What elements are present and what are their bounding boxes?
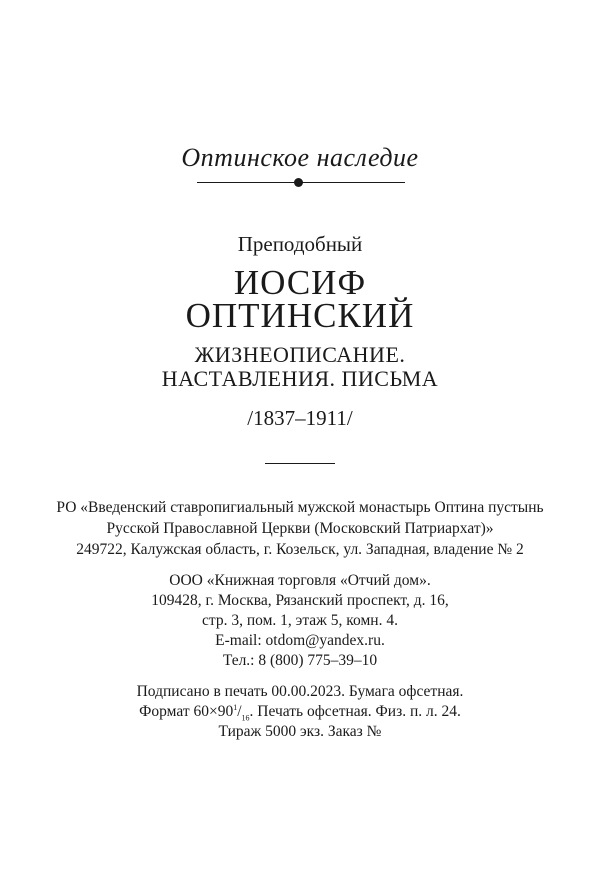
distributor-line: ООО «Книжная торговля «Отчий дом». — [169, 572, 431, 589]
imprint-line2 — [0, 703, 600, 722]
distributor-line: 109428, г. Москва, Рязанский проспект, д. 16, — [151, 592, 449, 609]
imprint-line3: Тираж 5000 экз. Заказ № — [218, 723, 382, 740]
subtitle-line1: ЖИЗНЕОПИСАНИЕ. — [194, 342, 406, 367]
format-slash: / — [237, 703, 242, 721]
series-title: Оптинское наследие — [181, 143, 419, 172]
imprint-line1: Подписано в печать 00.00.2023. Бумага офсетная. — [136, 683, 464, 700]
author-name-line2: ОПТИНСКИЙ — [185, 296, 415, 335]
format-prefix: Формат 60×90 — [139, 703, 234, 721]
series-divider-dot — [294, 178, 303, 187]
publisher-line: Русской Православной Церкви (Московский Патриархат)» — [106, 520, 494, 537]
years: /1837–1911/ — [247, 406, 353, 430]
distributor-phone: Тел.: 8 (800) 775–39–10 — [222, 652, 378, 669]
publisher-line: 249722, Калужская область, г. Козельск, ул. Западная, владение № 2 — [76, 541, 524, 558]
format-rest: . Печать офсетная. Физ. п. л. 24. — [249, 703, 461, 721]
distributor-email: E-mail: otdom@yandex.ru. — [215, 632, 385, 649]
format-sub: 16 — [241, 713, 250, 723]
format-sup: 1 — [233, 703, 238, 712]
distributor-line: стр. 3, пом. 1, этаж 5, комн. 4. — [202, 612, 398, 629]
author-name-line1: ИОСИФ — [233, 263, 367, 302]
divider — [265, 463, 335, 464]
publisher-line: РО «Введенский ставропигиальный мужской монастырь Оптина пустынь — [56, 499, 544, 516]
title-prefix: Преподобный — [237, 232, 363, 256]
subtitle-line2: НАСТАВЛЕНИЯ. ПИСЬМА — [161, 366, 439, 391]
